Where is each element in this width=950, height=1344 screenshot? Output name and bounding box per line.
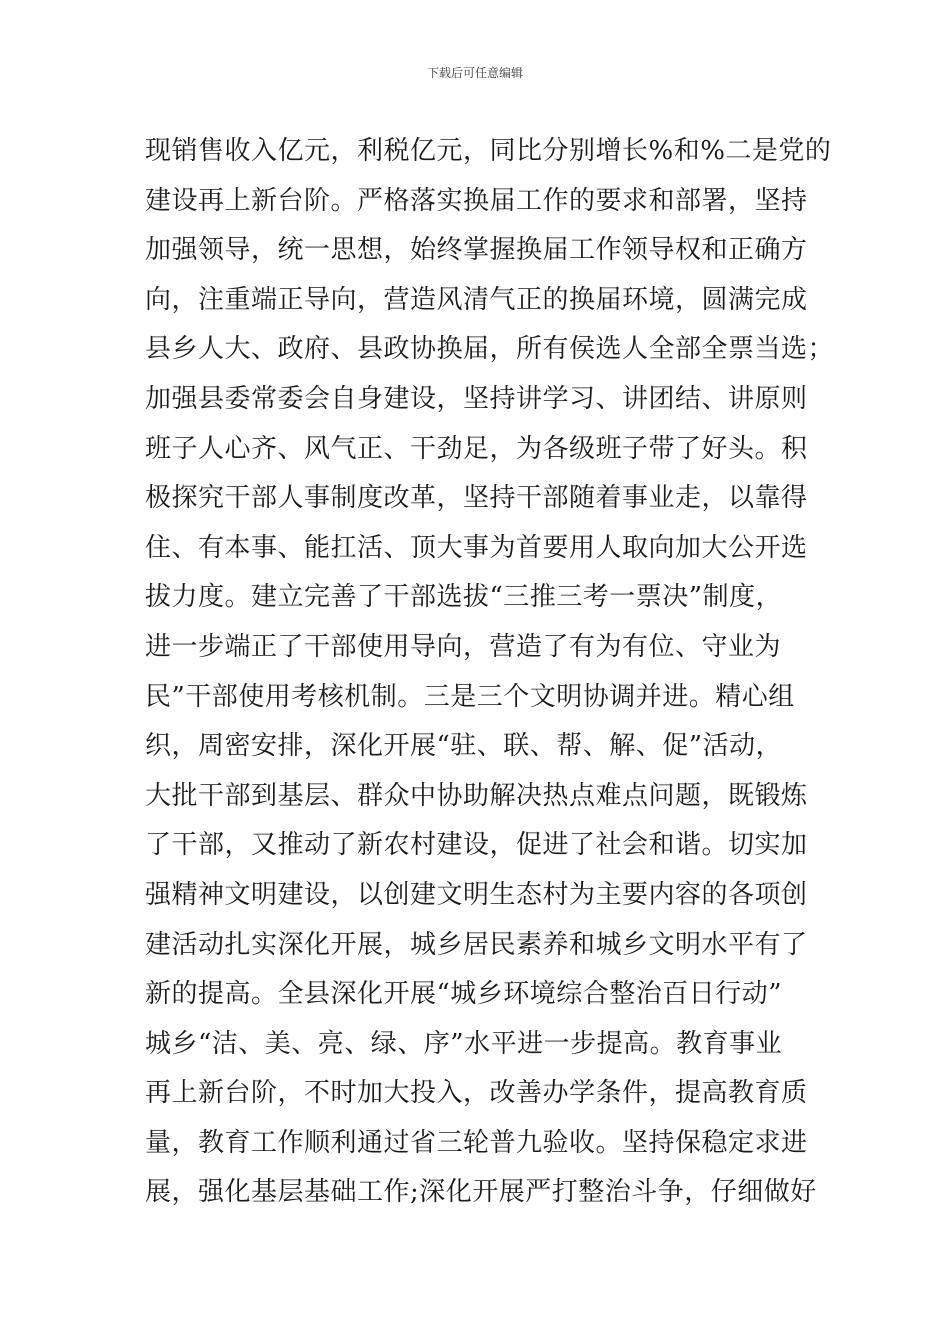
body-line: 了干部，又推动了新农村建设，促进了社会和谐。切实加 (145, 830, 808, 861)
body-line: 强精神文明建设，以创建文明生态村为主要内容的各项创 (145, 879, 808, 910)
body-line: 住、有本事、能扛活、顶大事为首要用人取向加大公开选 (145, 532, 808, 563)
body-line: 极探究干部人事制度改革，坚持干部随着事业走，以靠得 (145, 483, 808, 514)
body-line: 量，教育工作顺利通过省三轮普九验收。坚持保稳定求进 (145, 1127, 808, 1158)
body-line: 县乡人大、政府、县政协换届，所有侯选人全部全票当选； (145, 334, 835, 365)
body-line: 进一步端正了干部使用导向，营造了有为有位、守业为 (145, 631, 782, 662)
body-line: 建活动扎实深化开展，城乡居民素养和城乡文明水平有了 (145, 929, 808, 960)
body-line: 新的提高。全县深化开展“城乡环境综合整治百日行动” (145, 979, 783, 1010)
body-line: 城乡“洁、美、亮、绿、序”水平进一步提高。教育事业 (145, 1028, 783, 1059)
body-line: 加强领导，统一思想，始终掌握换届工作领导权和正确方 (145, 235, 808, 266)
body-line: 向，注重端正导向，营造风清气正的换届环境，圆满完成 (145, 284, 808, 315)
body-line: 现销售收入亿元，利税亿元，同比分别增长%和%二是党的 (145, 136, 832, 166)
body-line: 班子人心齐、风气正、干劲足，为各级班子带了好头。积 (145, 433, 808, 464)
body-line: 大批干部到基层、群众中协助解决热点难点问题，既锻炼 (145, 780, 808, 811)
body-line: 展，强化基层基础工作;深化开展严打整治斗争，仔细做好 (145, 1177, 817, 1208)
body-line: 民”干部使用考核机制。三是三个文明协调并进。精心组 (145, 681, 795, 712)
document-body (145, 127, 835, 1218)
body-line: 建设再上新台阶。严格落实换届工作的要求和部署，坚持 (145, 185, 808, 216)
page-header: 下载后可任意编辑 (426, 66, 523, 80)
body-line: 再上新台阶，不时加大投入，改善办学条件，提高教育质 (145, 1078, 808, 1109)
body-line: 拔力度。建立完善了干部选拔“三推三考一票决”制度， (145, 582, 783, 613)
body-line: 织，周密安排，深化开展“驻、联、帮、解、促”活动， (145, 731, 783, 762)
body-line: 加强县委常委会自身建设，坚持讲学习、讲团结、讲原则 (145, 383, 808, 414)
